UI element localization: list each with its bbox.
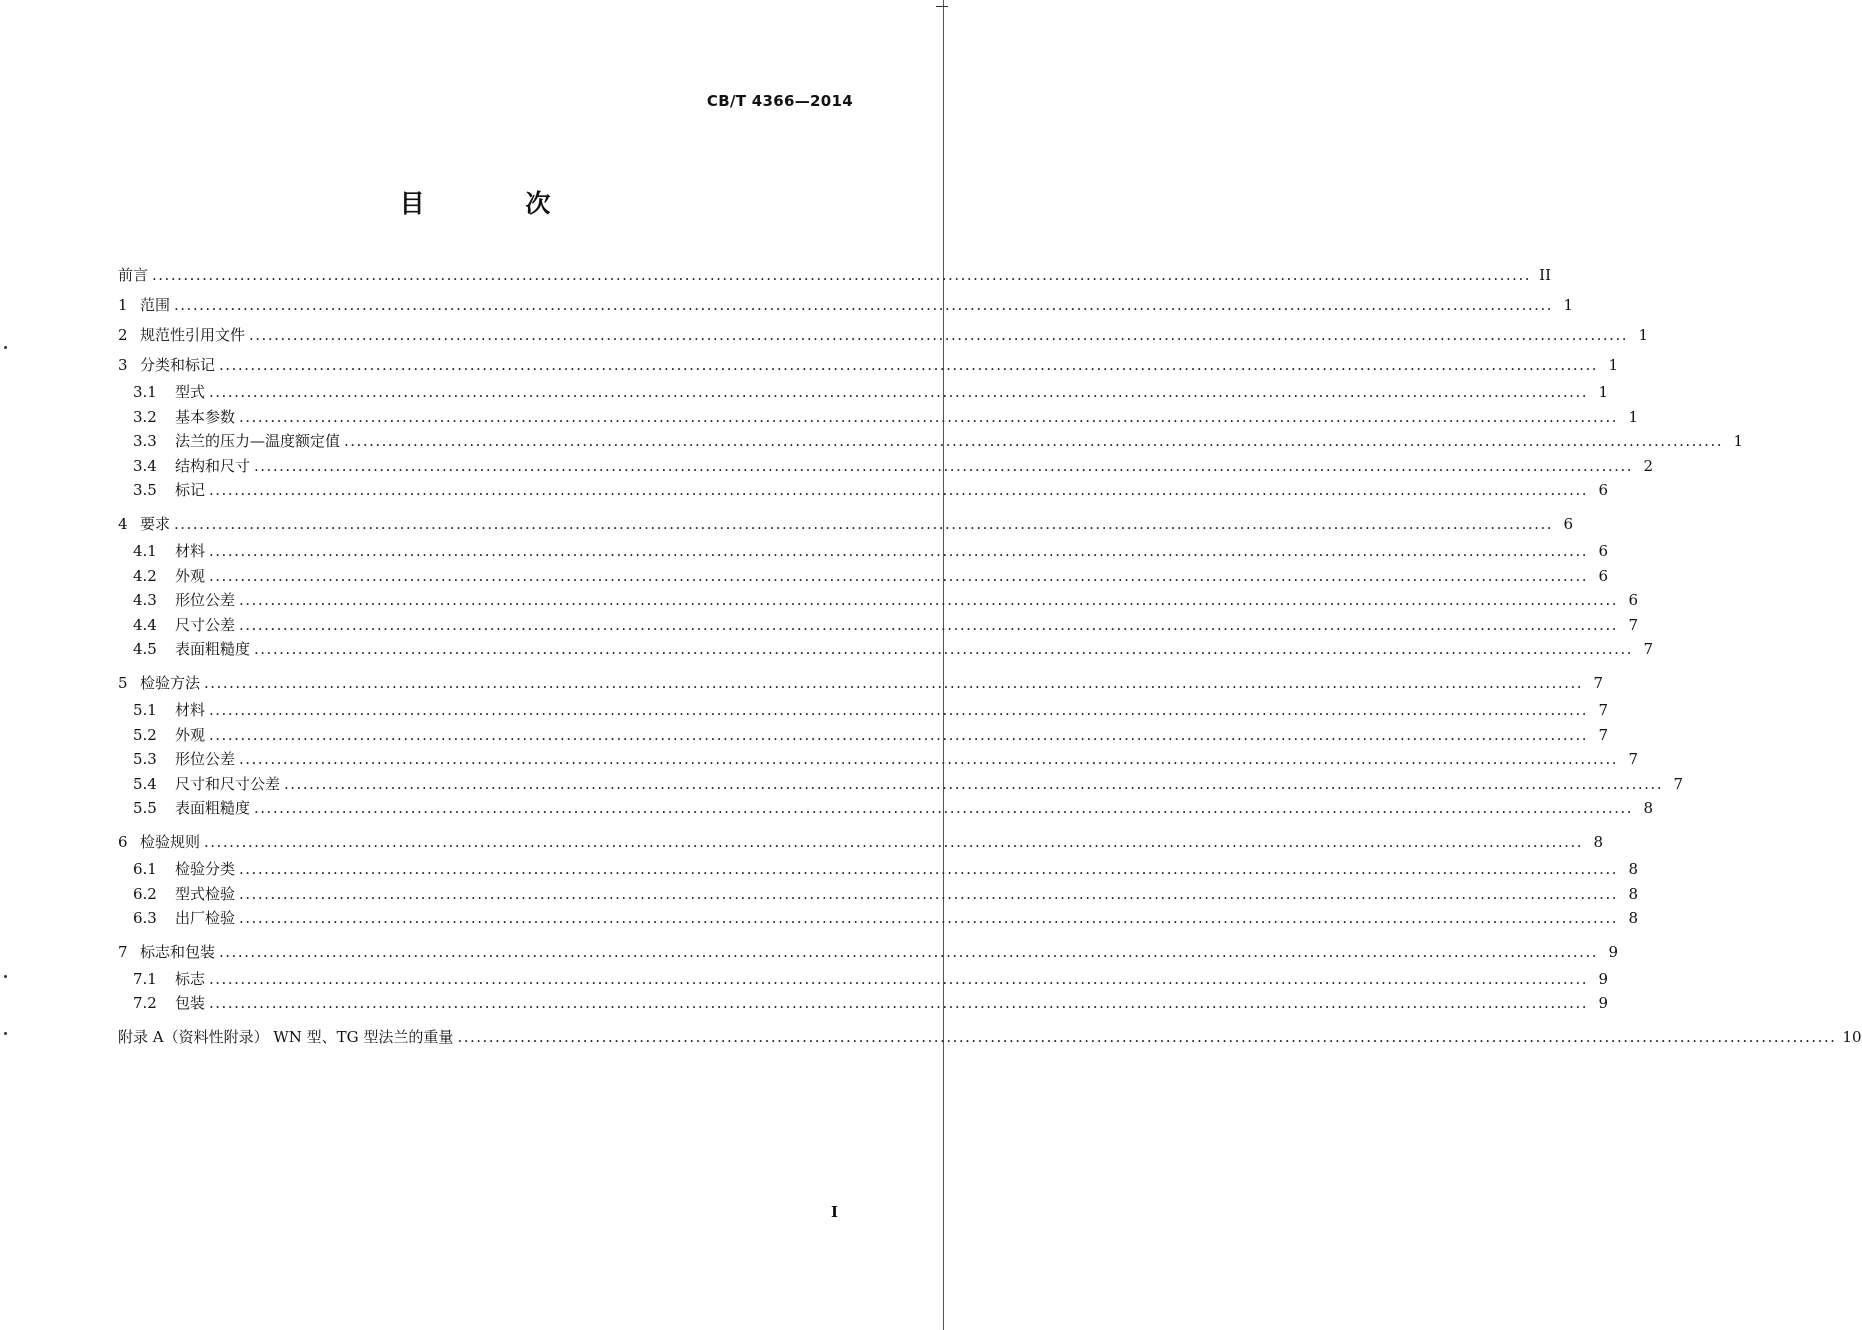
toc-entry-label: 标志 xyxy=(175,969,206,988)
toc-leader-dots: ............................................................................................................................................................................................................................ xyxy=(344,432,1723,451)
toc-entry-label: 材料 xyxy=(175,700,206,719)
toc-leader-dots: ............................................................................................................................................................................................................................ xyxy=(209,969,1588,988)
toc-entry-label: 前言 xyxy=(118,266,149,284)
toc-leader-dots: ............................................................................................................................................................................................................................ xyxy=(204,832,1583,851)
toc-entry-number: 3.3 xyxy=(133,432,157,451)
toc-entry-label: 检验方法 xyxy=(140,673,201,692)
toc-entry-number: 4.2 xyxy=(133,566,157,585)
toc-subentry[interactable] xyxy=(118,857,1638,882)
toc-entry-label: 要求 xyxy=(140,514,171,533)
toc-entry-page: 7 xyxy=(1598,725,1608,744)
toc-leader-dots: ............................................................................................................................................................................................................................ xyxy=(174,514,1553,533)
toc-leader-dots: ............................................................................................................................................................................................................................ xyxy=(239,909,1618,928)
toc-leader-dots: ............................................................................................................................................................................................................................ xyxy=(219,942,1598,961)
toc-entry-number: 6 xyxy=(118,832,128,851)
toc-leader-dots: ............................................................................................................................................................................................................................ xyxy=(209,383,1588,401)
toc-entry-label: 外观 xyxy=(175,566,206,585)
toc-entry-page: 6 xyxy=(1563,514,1573,533)
toc-subentry[interactable] xyxy=(118,380,1608,405)
toc-leader-dots: ............................................................................................................................................................................................................................ xyxy=(239,591,1618,610)
toc-entry-number: 5.2 xyxy=(133,725,157,744)
toc-entry-label: 出厂检验 xyxy=(175,909,236,928)
toc-entry-page: 7 xyxy=(1598,700,1608,719)
toc-entry-label: 表面粗糙度 xyxy=(175,799,251,818)
toc-entry-label: 分类和标记 xyxy=(140,356,216,374)
toc-entry-page: 7 xyxy=(1643,640,1653,659)
toc-subentry[interactable] xyxy=(118,637,1653,662)
toc-leader-dots: ............................................................................................................................................................................................................................ xyxy=(219,356,1598,374)
toc-subentry[interactable] xyxy=(118,405,1638,430)
toc-entry-label: 规范性引用文件 xyxy=(140,326,246,344)
toc-subentry[interactable] xyxy=(118,539,1608,564)
toc-entry-label: 范围 xyxy=(140,296,171,314)
toc-leader-dots: ............................................................................................................................................................................................................................ xyxy=(249,326,1628,344)
toc-leader-dots: ............................................................................................................................................................................................................................ xyxy=(209,994,1588,1013)
toc-subentry[interactable] xyxy=(118,588,1638,613)
toc-leader-dots: ............................................................................................................................................................................................................................ xyxy=(239,615,1618,634)
toc-entry-page: 8 xyxy=(1628,884,1638,903)
toc-leader-dots: ............................................................................................................................................................................................................................ xyxy=(239,859,1618,878)
toc-entry-number: 3 xyxy=(118,356,128,374)
toc-entry-number: 5.3 xyxy=(133,750,157,769)
toc-entry-label: 外观 xyxy=(175,725,206,744)
toc-entry-page: 7 xyxy=(1593,673,1603,692)
toc-entry-label: 形位公差 xyxy=(175,591,236,610)
toc-subentry[interactable] xyxy=(118,564,1608,589)
toc-leader-dots: ............................................................................................................................................................................................................................ xyxy=(239,750,1618,769)
toc-entry[interactable] xyxy=(118,290,1573,320)
toc-leader-dots: ............................................................................................................................................................................................................................ xyxy=(209,566,1588,585)
toc-subentry[interactable] xyxy=(118,723,1608,748)
toc-subentry[interactable] xyxy=(118,882,1638,907)
toc-entry-page: 7 xyxy=(1673,774,1683,793)
toc-entry-label: 检验规则 xyxy=(140,832,201,851)
toc-entry-page: 6 xyxy=(1598,541,1608,560)
toc-entry-page: 1 xyxy=(1638,326,1648,344)
toc-entry-number: 7.1 xyxy=(133,969,157,988)
toc-leader-dots: ............................................................................................................................................................................................................................ xyxy=(239,407,1618,426)
toc-subentry[interactable] xyxy=(118,796,1653,821)
toc-entry-label: 材料 xyxy=(175,541,206,560)
document-id: CB/T 4366—2014 xyxy=(706,92,853,110)
toc-entry-number: 4 xyxy=(118,514,128,533)
toc-entry-number: 3.1 xyxy=(133,383,157,401)
toc-entry-label: 结构和尺寸 xyxy=(175,456,251,475)
toc-entry-label: 附录 A（资料性附录） WN 型、TG 型法兰的重量 xyxy=(118,1027,454,1046)
toc-entry-page: 8 xyxy=(1628,909,1638,928)
toc-subentry[interactable] xyxy=(118,478,1608,503)
toc-entry-page: 1 xyxy=(1628,407,1638,426)
scan-speck xyxy=(4,1032,7,1035)
toc-entry-page: 6 xyxy=(1598,566,1608,585)
toc-leader-dots: ............................................................................................................................................................................................................................ xyxy=(254,799,1633,818)
toc-entry-label: 表面粗糙度 xyxy=(175,640,251,659)
toc-entry[interactable] xyxy=(118,937,1618,967)
toc-leader-dots: ............................................................................................................................................................................................................................ xyxy=(209,481,1588,500)
toc-entry-number: 4.3 xyxy=(133,591,157,610)
scan-speck xyxy=(4,975,7,978)
toc-entry-label: 法兰的压力—温度额定值 xyxy=(175,432,341,451)
toc-entry-number: 6.2 xyxy=(133,884,157,903)
toc-leader-dots: ............................................................................................................................................................................................................................ xyxy=(152,266,1531,284)
table-of-contents xyxy=(118,260,1862,1052)
toc-entry[interactable] xyxy=(118,509,1573,539)
page-number: I xyxy=(830,1203,838,1221)
toc-entry-number: 4.4 xyxy=(133,615,157,634)
toc-subentry[interactable] xyxy=(118,454,1653,479)
toc-entry-page: 10 xyxy=(1842,1027,1862,1046)
toc-leader-dots: ............................................................................................................................................................................................................................ xyxy=(254,456,1633,475)
toc-entry-label: 标记 xyxy=(175,481,206,500)
toc-entry-page: 9 xyxy=(1598,969,1608,988)
toc-subentry[interactable] xyxy=(118,906,1638,931)
toc-subentry[interactable] xyxy=(118,613,1638,638)
toc-leader-dots: ............................................................................................................................................................................................................................ xyxy=(239,884,1618,903)
toc-entry-number: 2 xyxy=(118,326,128,344)
toc-leader-dots: ............................................................................................................................................................................................................................ xyxy=(284,774,1663,793)
toc-entry-number: 3.2 xyxy=(133,407,157,426)
toc-title: 目 次 xyxy=(399,189,597,218)
toc-entry-number: 4.1 xyxy=(133,541,157,560)
toc-entry[interactable] xyxy=(118,1022,1862,1052)
toc-leader-dots: ............................................................................................................................................................................................................................ xyxy=(174,296,1553,314)
toc-entry-label: 尺寸公差 xyxy=(175,615,236,634)
toc-entry-page: 9 xyxy=(1598,994,1608,1013)
toc-entry-number: 7 xyxy=(118,942,128,961)
scan-corner-mark xyxy=(936,6,948,7)
toc-entry-label: 型式检验 xyxy=(175,884,236,903)
toc-entry-label: 包装 xyxy=(175,994,206,1013)
toc-entry-page: 8 xyxy=(1643,799,1653,818)
toc-entry-page: 1 xyxy=(1733,432,1743,451)
toc-entry-label: 型式 xyxy=(175,383,206,401)
toc-entry-page: 6 xyxy=(1628,591,1638,610)
toc-leader-dots: ............................................................................................................................................................................................................................ xyxy=(204,673,1583,692)
toc-subentry[interactable] xyxy=(118,747,1638,772)
toc-entry-page: 1 xyxy=(1598,383,1608,401)
toc-entry-label: 形位公差 xyxy=(175,750,236,769)
toc-entry-number: 7.2 xyxy=(133,994,157,1013)
toc-entry-page: 8 xyxy=(1628,859,1638,878)
toc-leader-dots: ............................................................................................................................................................................................................................ xyxy=(254,640,1633,659)
toc-entry-page: 8 xyxy=(1593,832,1603,851)
toc-entry-number: 5.5 xyxy=(133,799,157,818)
toc-entry-number: 6.3 xyxy=(133,909,157,928)
toc-entry-page: 9 xyxy=(1608,942,1618,961)
toc-subentry[interactable] xyxy=(118,772,1683,797)
toc-entry[interactable] xyxy=(118,350,1618,380)
toc-entry-label: 基本参数 xyxy=(175,407,236,426)
toc-entry[interactable] xyxy=(118,827,1603,857)
toc-entry-page: 7 xyxy=(1628,615,1638,634)
toc-entry-page: 7 xyxy=(1628,750,1638,769)
toc-entry-number: 5 xyxy=(118,673,128,692)
toc-entry-page: 1 xyxy=(1608,356,1618,374)
toc-leader-dots: ............................................................................................................................................................................................................................ xyxy=(457,1027,1837,1046)
toc-leader-dots: ............................................................................................................................................................................................................................ xyxy=(209,541,1588,560)
toc-entry-page: 2 xyxy=(1643,456,1653,475)
toc-entry-label: 检验分类 xyxy=(175,859,236,878)
toc-entry[interactable] xyxy=(118,668,1603,698)
toc-entry-number: 3.4 xyxy=(133,456,157,475)
scan-speck xyxy=(4,346,7,349)
toc-entry-number: 1 xyxy=(118,296,128,314)
toc-entry[interactable] xyxy=(118,320,1648,350)
toc-subentry[interactable] xyxy=(118,967,1608,992)
toc-entry-number: 3.5 xyxy=(133,481,157,500)
toc-entry-label: 标志和包装 xyxy=(140,942,216,961)
toc-entry[interactable] xyxy=(118,260,1551,290)
toc-subentry[interactable] xyxy=(118,429,1743,454)
toc-entry-page: 6 xyxy=(1598,481,1608,500)
toc-leader-dots: ............................................................................................................................................................................................................................ xyxy=(209,725,1588,744)
toc-entry-number: 4.5 xyxy=(133,640,157,659)
toc-subentry[interactable] xyxy=(118,698,1608,723)
toc-entry-number: 6.1 xyxy=(133,859,157,878)
toc-subentry[interactable] xyxy=(118,991,1608,1016)
toc-entry-number: 5.4 xyxy=(133,774,157,793)
toc-entry-number: 5.1 xyxy=(133,700,157,719)
toc-leader-dots: ............................................................................................................................................................................................................................ xyxy=(209,700,1588,719)
toc-entry-page: 1 xyxy=(1563,296,1573,314)
toc-entry-label: 尺寸和尺寸公差 xyxy=(175,774,281,793)
toc-entry-page: II xyxy=(1539,266,1551,284)
